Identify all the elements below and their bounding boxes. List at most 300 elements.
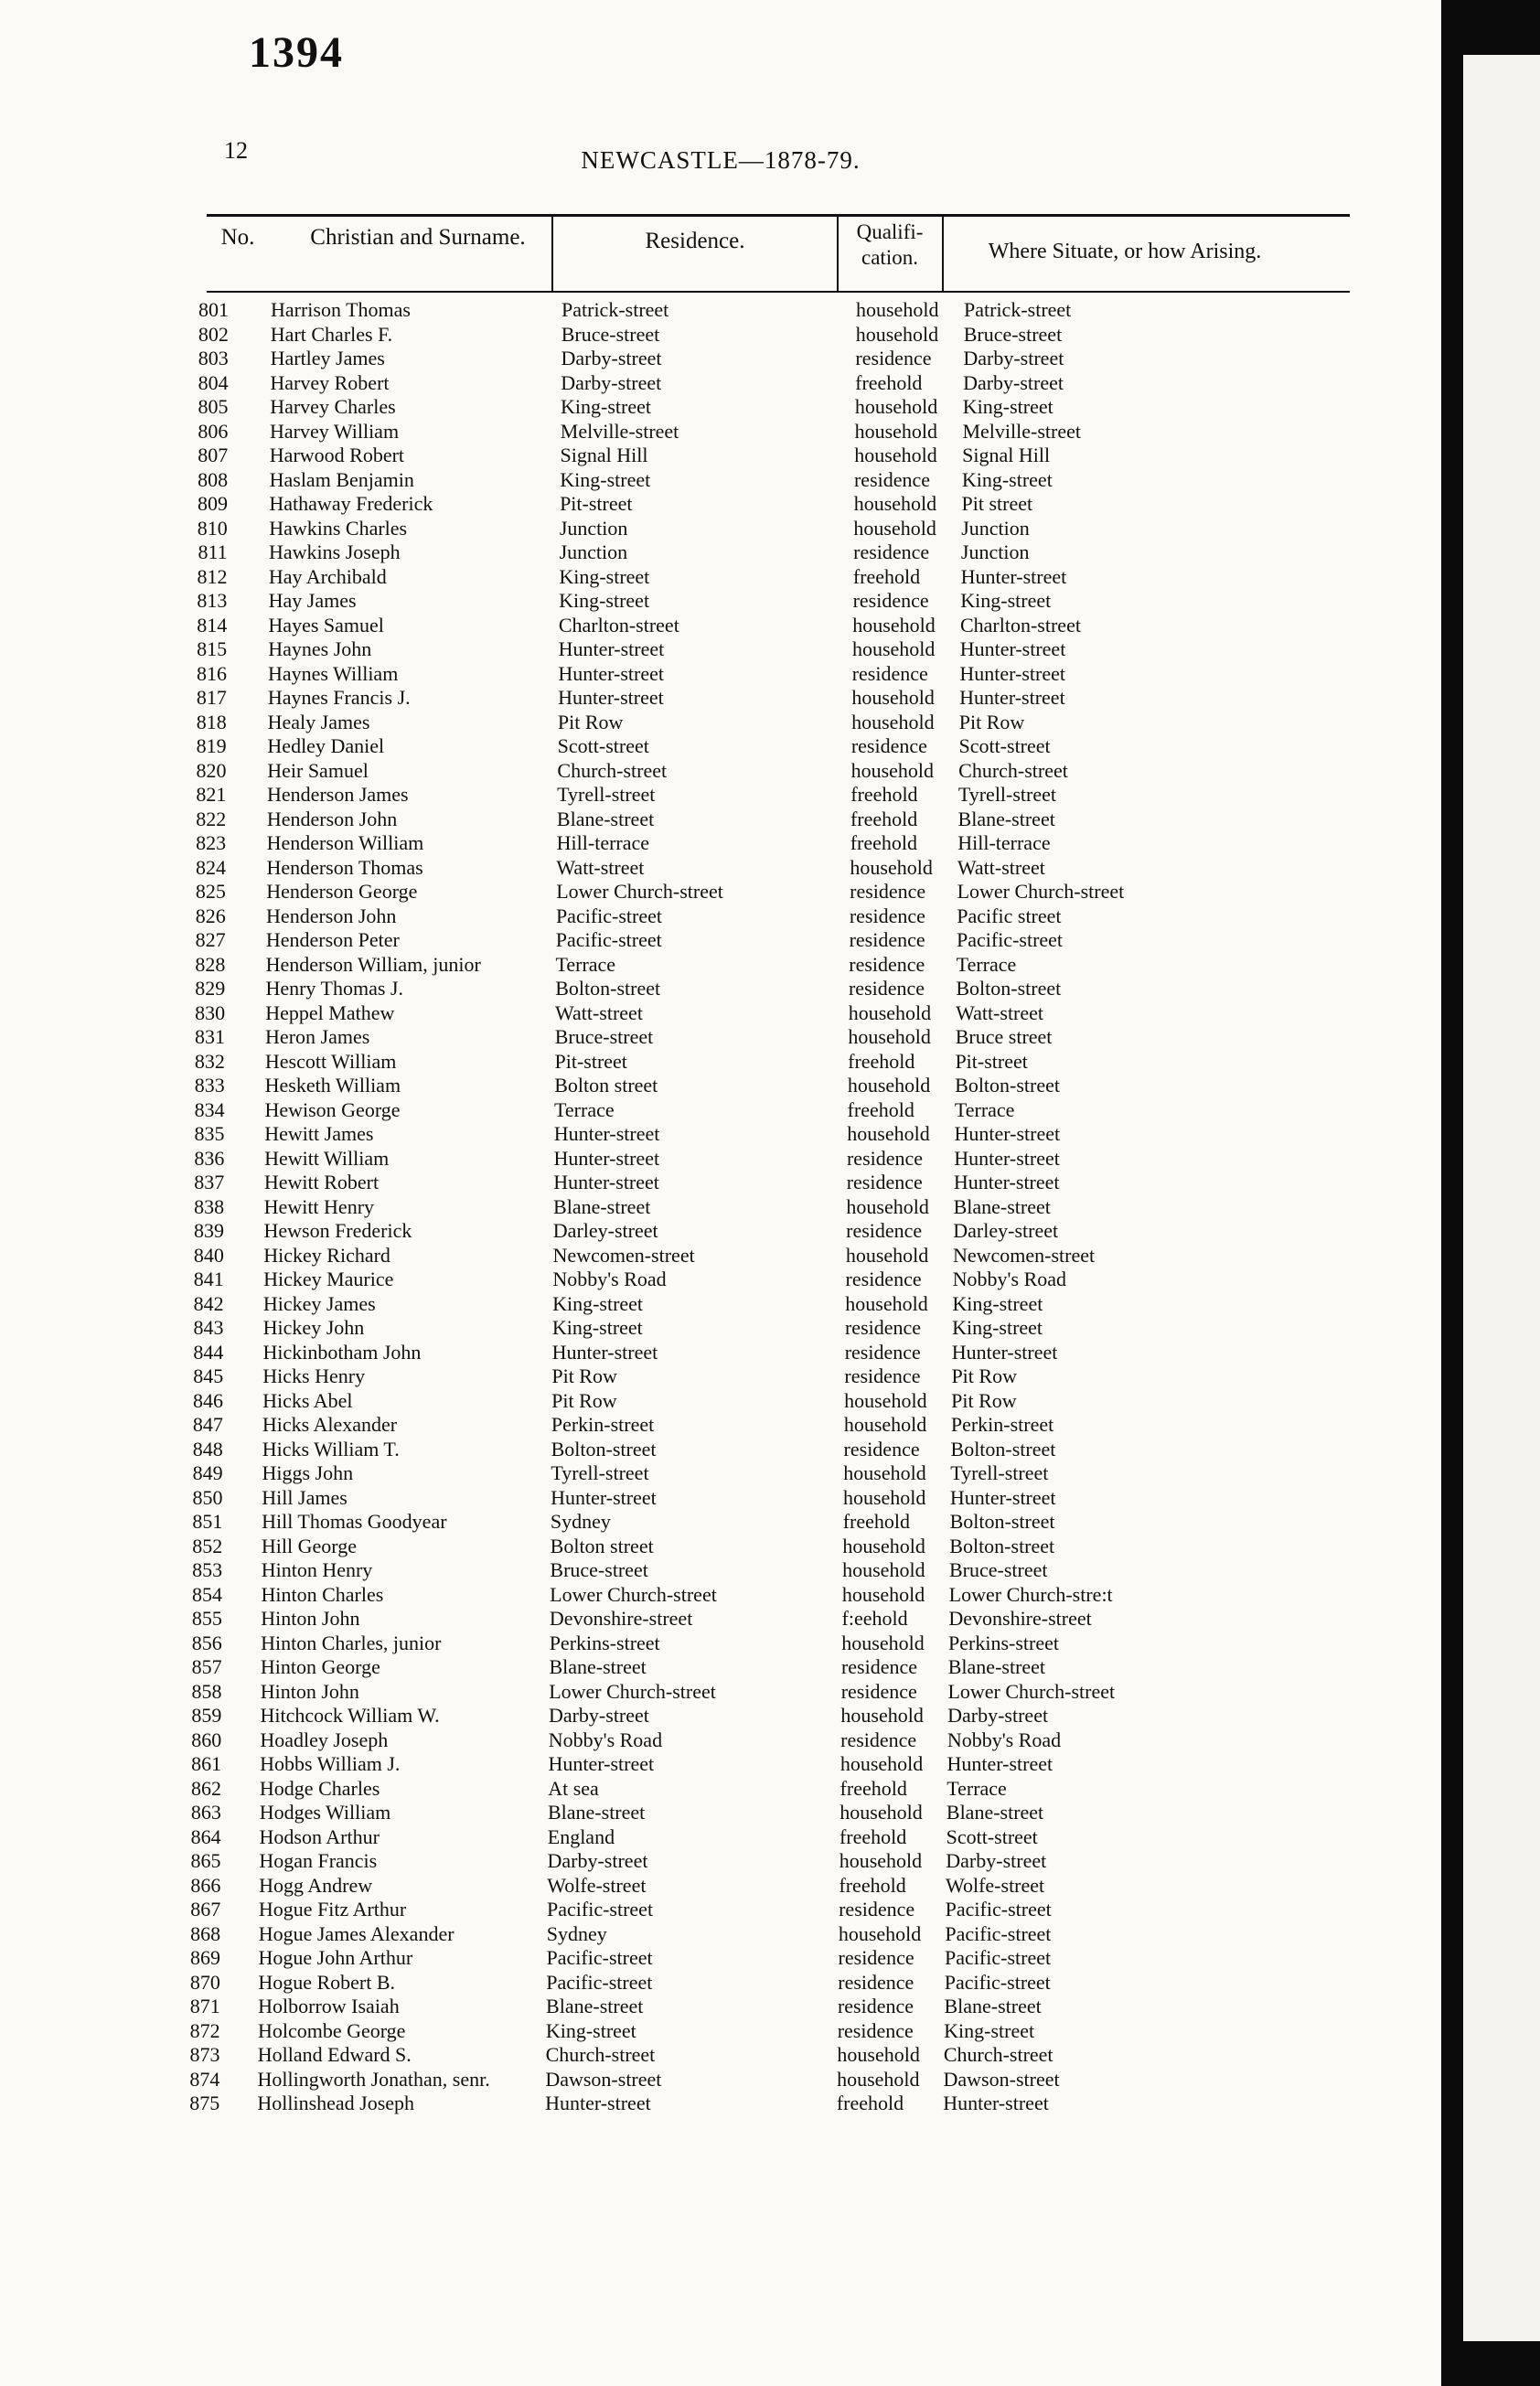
row-qualification: household <box>853 516 936 540</box>
table-row <box>0 1825 1441 1849</box>
row-number: 863 <box>190 1801 221 1824</box>
row-name: Hobbs William J. <box>260 1752 401 1775</box>
row-name: Henderson William <box>266 831 424 854</box>
table-row <box>0 1268 1441 1291</box>
row-where-situate: Blane-street <box>953 1194 1051 1218</box>
row-qualification: household <box>842 1534 925 1557</box>
row-qualification: household <box>854 444 937 466</box>
row-where-situate: Scott-street <box>958 734 1051 757</box>
table-row <box>0 1098 1441 1122</box>
row-number: 830 <box>195 1000 226 1024</box>
row-name: Hinton John <box>261 1607 360 1630</box>
table-row <box>0 1946 1441 1970</box>
row-residence: Newcomen-street <box>552 1243 695 1267</box>
row-number: 814 <box>197 613 228 637</box>
row-where-situate: Bruce street <box>955 1025 1053 1048</box>
column-divider <box>551 214 553 293</box>
row-name: Hart Charles F. <box>270 322 393 346</box>
row-residence: Blane-street <box>553 1194 651 1218</box>
row-residence: Pacific-street <box>555 904 662 927</box>
row-qualification: household <box>852 613 936 637</box>
row-where-situate: Wolfe-street <box>945 1873 1045 1897</box>
column-divider <box>942 214 944 293</box>
row-where-situate: Hunter-street <box>954 1122 1061 1145</box>
row-qualification: residence <box>843 1437 920 1460</box>
table-row <box>0 1025 1441 1049</box>
row-where-situate: Hill-terrace <box>957 831 1051 854</box>
row-residence: Blane-street <box>556 807 655 830</box>
row-number: 827 <box>195 928 226 951</box>
row-residence: Signal Hill <box>560 444 648 466</box>
row-number: 869 <box>190 1946 221 1969</box>
row-qualification: residence <box>840 1655 918 1678</box>
header-no: No. <box>220 225 255 250</box>
row-name: Henry Thomas J. <box>265 977 403 1000</box>
table-row <box>0 1195 1441 1219</box>
row-residence: Bolton-street <box>555 977 661 1000</box>
row-number: 858 <box>191 1679 222 1703</box>
table-row <box>0 831 1441 855</box>
row-residence: King-street <box>552 1291 644 1315</box>
row-where-situate: Pacific-street <box>945 1921 1052 1945</box>
row-where-situate: Pit Row <box>951 1388 1017 1412</box>
table-row <box>0 1535 1441 1558</box>
row-residence: Bolton street <box>550 1534 654 1557</box>
row-where-situate: Lower Church-street <box>947 1679 1116 1703</box>
row-residence: King-street <box>559 589 650 612</box>
row-where-situate: Darby-street <box>947 1704 1049 1727</box>
row-residence: Blane-street <box>549 1655 647 1678</box>
row-number: 834 <box>194 1097 225 1121</box>
row-name: Hinton Charles <box>261 1582 384 1606</box>
row-where-situate: Nobby's Road <box>946 1728 1062 1751</box>
row-where-situate: Bruce-street <box>963 322 1063 346</box>
row-qualification: residence <box>853 540 930 563</box>
table-row <box>0 1461 1441 1485</box>
row-name: Hollinshead Joseph <box>257 2092 415 2114</box>
table-row <box>0 1849 1441 1873</box>
row-name: Hodges William <box>259 1801 391 1824</box>
row-residence: Lower Church-street <box>549 1679 716 1703</box>
row-number: 812 <box>197 564 228 588</box>
row-qualification: residence <box>850 880 926 903</box>
row-name: Hewitt James <box>264 1122 374 1145</box>
row-residence: Hunter-street <box>548 1752 655 1775</box>
table-row <box>0 1704 1441 1728</box>
table-row <box>0 347 1441 370</box>
row-qualification: residence <box>844 1340 921 1364</box>
row-name: Hay James <box>268 589 357 612</box>
row-residence: Hunter-street <box>551 1340 658 1364</box>
row-where-situate: Hunter-street <box>953 1171 1060 1193</box>
row-qualification: freehold <box>852 564 921 588</box>
table-row <box>0 880 1441 904</box>
row-residence: Hunter-street <box>553 1122 660 1145</box>
table-row <box>0 298 1441 322</box>
row-where-situate: Hunter-street <box>959 637 1066 660</box>
row-name: Holborrow Isaiah <box>258 1995 400 2017</box>
header-qualification: Qualifi- cation. <box>856 220 924 269</box>
row-residence: Melville-street <box>560 419 679 443</box>
row-name: Haynes John <box>268 637 372 660</box>
table-row <box>0 323 1441 347</box>
row-name: Hewitt Robert <box>263 1171 380 1193</box>
row-name: Hicks Henry <box>262 1364 366 1387</box>
row-qualification: freehold <box>855 370 923 394</box>
row-number: 818 <box>196 710 227 733</box>
row-name: Henderson George <box>266 880 418 903</box>
row-number: 872 <box>189 2018 220 2042</box>
row-residence: Church-street <box>545 2043 656 2066</box>
table-row <box>0 444 1441 467</box>
table-row <box>0 783 1441 807</box>
table-row <box>0 614 1441 637</box>
header-bottom-rule <box>207 291 1350 293</box>
row-number: 849 <box>192 1461 223 1484</box>
row-name: Hathaway Frederick <box>269 492 433 515</box>
row-qualification: household <box>853 492 937 515</box>
row-name: Hicks Abel <box>262 1388 353 1412</box>
row-name: Hinton Charles, junior <box>261 1631 442 1654</box>
row-qualification: household <box>839 1849 923 1872</box>
row-number: 840 <box>193 1243 224 1267</box>
row-where-situate: Junction <box>961 516 1030 540</box>
row-where-situate: Newcomen-street <box>952 1243 1096 1267</box>
table-row <box>0 1971 1441 1995</box>
table-row <box>0 686 1441 710</box>
row-where-situate: Lower Church-street <box>957 880 1125 903</box>
row-name: Hollingworth Jonathan, senr. <box>257 2067 490 2091</box>
row-name: Haynes Francis J. <box>267 686 411 709</box>
table-row <box>0 759 1441 783</box>
row-name: Hewison George <box>264 1097 401 1121</box>
row-number: 855 <box>191 1607 222 1630</box>
table-row <box>0 1486 1441 1510</box>
table-row <box>0 1632 1441 1655</box>
row-where-situate: Charlton-street <box>959 613 1081 637</box>
row-where-situate: Hunter-street <box>949 1485 1056 1509</box>
row-name: Hartley James <box>270 347 385 369</box>
row-residence: Bolton-street <box>551 1437 657 1460</box>
table-row <box>0 1583 1441 1607</box>
table-row <box>0 662 1441 686</box>
row-name: Hodge Charles <box>259 1776 380 1800</box>
row-qualification: household <box>846 1194 929 1218</box>
row-name: Hinton Henry <box>261 1558 373 1581</box>
row-residence: Junction <box>559 540 628 563</box>
row-residence: England <box>547 1824 615 1848</box>
row-residence: Hunter-street <box>558 661 664 685</box>
row-name: Hogue Fitz Arthur <box>258 1898 407 1921</box>
row-name: Hickinbotham John <box>262 1340 422 1364</box>
row-qualification: household <box>847 1074 931 1097</box>
table-row <box>0 1341 1441 1364</box>
row-residence: At sea <box>548 1776 599 1800</box>
row-where-situate: Junction <box>960 540 1030 563</box>
row-name: Hicks Alexander <box>262 1413 398 1436</box>
row-name: Henderson John <box>266 807 398 830</box>
row-residence: Darley-street <box>552 1219 658 1242</box>
row-qualification: household <box>840 1801 923 1824</box>
row-qualification: residence <box>846 1171 923 1193</box>
row-number: 826 <box>195 904 226 927</box>
table-row <box>0 904 1441 928</box>
row-qualification: freehold <box>839 1873 906 1897</box>
row-number: 859 <box>191 1704 222 1727</box>
row-residence: Pit-street <box>554 1049 627 1073</box>
row-number: 837 <box>194 1171 225 1193</box>
table-row <box>0 1389 1441 1413</box>
row-residence: Pacific-street <box>555 928 662 951</box>
row-residence: Pit Row <box>557 710 624 733</box>
table-row <box>0 468 1441 492</box>
table-row <box>0 395 1441 419</box>
table-row <box>0 953 1441 977</box>
row-residence: Darby-street <box>547 1849 648 1872</box>
row-qualification: household <box>842 1485 926 1509</box>
row-residence: Tyrell-street <box>557 783 656 806</box>
row-residence: Nobby's Road <box>552 1268 667 1290</box>
row-qualification: household <box>837 2043 920 2066</box>
row-residence: Junction <box>559 516 628 540</box>
row-residence: Scott-street <box>557 734 649 757</box>
row-where-situate: Bolton-street <box>949 1510 1055 1533</box>
row-qualification: residence <box>849 904 925 927</box>
row-where-situate: Devonshire-street <box>948 1607 1092 1630</box>
header-name: Christian and Surname. <box>310 225 526 250</box>
table-row <box>0 565 1441 589</box>
row-residence: King-street <box>560 467 651 491</box>
row-name: Hedley Daniel <box>267 734 385 757</box>
row-number: 852 <box>192 1534 223 1557</box>
row-number: 841 <box>193 1268 224 1290</box>
row-number: 842 <box>193 1291 224 1315</box>
row-number: 853 <box>192 1558 223 1581</box>
row-number: 854 <box>192 1582 222 1606</box>
row-where-situate: Patrick-street <box>964 298 1072 321</box>
row-qualification: residence <box>849 952 925 976</box>
row-residence: Devonshire-street <box>549 1607 693 1630</box>
row-residence: Perkins-street <box>549 1631 660 1654</box>
row-qualification: freehold <box>850 831 917 854</box>
row-where-situate: Lower Church-stre:t <box>948 1582 1113 1606</box>
row-name: Hogan Francis <box>259 1849 378 1872</box>
row-qualification: freehold <box>839 1824 907 1848</box>
row-residence: Bolton street <box>554 1074 658 1097</box>
row-name: Heppel Mathew <box>265 1000 395 1024</box>
table-row <box>0 808 1441 831</box>
row-qualification: household <box>850 855 933 879</box>
row-where-situate: Bruce-street <box>948 1558 1048 1581</box>
row-number: 808 <box>198 467 229 491</box>
row-name: Hill James <box>262 1485 348 1509</box>
row-where-situate: Hunter-street <box>959 661 1065 685</box>
row-qualification: residence <box>855 347 932 369</box>
table-row <box>0 711 1441 734</box>
table-row <box>0 856 1441 880</box>
row-qualification: freehold <box>848 1049 915 1073</box>
row-name: Hayes Samuel <box>268 613 384 637</box>
table-row <box>0 1995 1441 2018</box>
row-where-situate: Pit street <box>961 492 1033 515</box>
row-number: 823 <box>196 831 227 854</box>
row-where-situate: Hunter-street <box>954 1146 1060 1170</box>
table-row <box>0 371 1441 395</box>
table-row <box>0 1922 1441 1946</box>
row-where-situate: Darby-street <box>963 347 1064 369</box>
table-row <box>0 1655 1441 1679</box>
row-where-situate: Tyrell-street <box>957 783 1057 806</box>
row-name: Henderson John <box>266 904 397 927</box>
row-number: 825 <box>195 880 226 903</box>
row-name: Hickey Richard <box>263 1243 390 1267</box>
row-where-situate: Darley-street <box>953 1219 1059 1242</box>
row-where-situate: Hunter-street <box>960 564 1067 588</box>
row-residence: Hunter-street <box>553 1146 660 1170</box>
row-residence: Hunter-street <box>553 1171 659 1193</box>
row-number: 867 <box>190 1898 221 1921</box>
row-name: Hickey John <box>262 1316 365 1339</box>
row-where-situate: Bolton-street <box>950 1437 1056 1460</box>
row-number: 810 <box>197 516 228 540</box>
row-name: Hewitt William <box>264 1146 390 1170</box>
row-residence: Bruce-street <box>554 1025 654 1048</box>
row-where-situate: King-street <box>952 1291 1043 1315</box>
row-qualification: household <box>840 1704 924 1727</box>
row-where-situate: Scott-street <box>946 1824 1038 1848</box>
row-number: 811 <box>198 540 228 563</box>
row-residence: Wolfe-street <box>547 1873 647 1897</box>
row-residence: Lower Church-street <box>556 880 723 903</box>
row-qualification: freehold <box>850 807 918 830</box>
row-residence: Pacific-street <box>547 1898 654 1921</box>
running-title: NEWCASTLE—1878-79. <box>581 146 861 174</box>
row-where-situate: Terrace <box>954 1097 1015 1121</box>
row-qualification: household <box>848 1025 931 1048</box>
row-number: 835 <box>194 1122 225 1145</box>
row-number: 870 <box>189 1970 220 1994</box>
row-number: 874 <box>189 2067 220 2091</box>
row-name: Hescott William <box>264 1049 397 1073</box>
row-where-situate: Dawson-street <box>943 2067 1060 2091</box>
row-number: 829 <box>195 977 226 1000</box>
row-number: 805 <box>198 395 229 418</box>
row-name: Heir Samuel <box>267 758 369 782</box>
row-number: 838 <box>194 1194 225 1218</box>
row-residence: Blane-street <box>547 1801 646 1824</box>
table-row <box>0 540 1441 564</box>
row-number: 857 <box>191 1655 222 1678</box>
row-qualification: household <box>851 637 936 660</box>
row-where-situate: Church-street <box>958 758 1068 782</box>
row-number: 822 <box>196 807 227 830</box>
row-number: 839 <box>193 1219 224 1242</box>
row-residence: Bruce-street <box>550 1558 648 1581</box>
table-row <box>0 1171 1441 1194</box>
row-number: 806 <box>198 419 229 443</box>
table-row <box>0 517 1441 540</box>
row-where-situate: Blane-street <box>944 1995 1042 2017</box>
row-residence: Watt-street <box>556 855 645 879</box>
row-name: Hickey James <box>262 1291 376 1315</box>
row-where-situate: Pacific street <box>957 904 1062 927</box>
row-qualification: household <box>841 1631 925 1654</box>
row-number: 824 <box>195 855 226 879</box>
row-residence: Darby-street <box>561 370 662 394</box>
row-residence: Pit Row <box>551 1364 617 1387</box>
row-where-situate: Darby-street <box>946 1849 1047 1872</box>
row-qualification: household <box>845 1291 928 1315</box>
row-qualification: residence <box>845 1268 922 1290</box>
table-row <box>0 1898 1441 1921</box>
row-residence: Pit Row <box>551 1388 617 1412</box>
row-name: Higgs John <box>262 1461 354 1484</box>
row-number: 819 <box>196 734 227 757</box>
row-qualification: residence <box>849 928 925 951</box>
row-residence: Perkin-street <box>551 1413 655 1436</box>
row-qualification: residence <box>853 467 931 491</box>
row-name: Hill George <box>261 1534 357 1557</box>
row-residence: Terrace <box>554 1097 615 1121</box>
row-residence: Charlton-street <box>558 613 679 637</box>
row-where-situate: Pacific-street <box>956 928 1064 951</box>
row-qualification: household <box>848 1000 932 1024</box>
row-number: 845 <box>193 1364 224 1387</box>
row-number: 848 <box>192 1437 223 1460</box>
row-where-situate: Watt-street <box>956 1000 1044 1024</box>
row-residence: Church-street <box>557 758 668 782</box>
row-number: 866 <box>190 1873 221 1897</box>
row-residence: Hunter-street <box>558 686 664 709</box>
row-number: 816 <box>197 661 228 685</box>
row-residence: Sydney <box>546 1921 607 1945</box>
row-residence: Hill-terrace <box>556 831 650 854</box>
table-row <box>0 1510 1441 1534</box>
row-name: Hodson Arthur <box>259 1824 380 1848</box>
table-row <box>0 1001 1441 1025</box>
row-number: 809 <box>197 492 228 515</box>
row-qualification: household <box>840 1752 924 1775</box>
page-stamp: 1394 <box>249 28 344 77</box>
row-residence: Darby-street <box>561 347 662 369</box>
row-name: Hogg Andrew <box>259 1873 373 1897</box>
row-residence: Lower Church-street <box>550 1582 717 1606</box>
row-name: Hicks William T. <box>262 1437 400 1460</box>
row-qualification: residence <box>848 977 925 1000</box>
row-qualification: household <box>856 298 939 321</box>
row-qualification: residence <box>846 1146 924 1170</box>
row-where-situate: Pit Row <box>958 710 1025 733</box>
table-row <box>0 1292 1441 1316</box>
table-row <box>0 1607 1441 1631</box>
row-name: Hogue James Alexander <box>258 1921 455 1945</box>
table-row <box>0 1050 1441 1074</box>
table-row <box>0 637 1441 661</box>
row-qualification: household <box>837 2067 920 2091</box>
row-name: Hinton John <box>260 1679 359 1703</box>
row-name: Hinton George <box>260 1655 380 1678</box>
row-name: Hewson Frederick <box>263 1219 412 1242</box>
table-row <box>0 1244 1441 1268</box>
row-qualification: household <box>855 322 939 346</box>
row-where-situate: Pit Row <box>951 1364 1017 1387</box>
row-qualification: f:eehold <box>841 1607 908 1630</box>
row-qualification: freehold <box>842 1510 910 1533</box>
row-name: Haynes William <box>268 661 399 685</box>
table-row <box>0 1438 1441 1461</box>
row-name: Hawkins Joseph <box>269 540 401 563</box>
row-qualification: residence <box>844 1364 921 1387</box>
